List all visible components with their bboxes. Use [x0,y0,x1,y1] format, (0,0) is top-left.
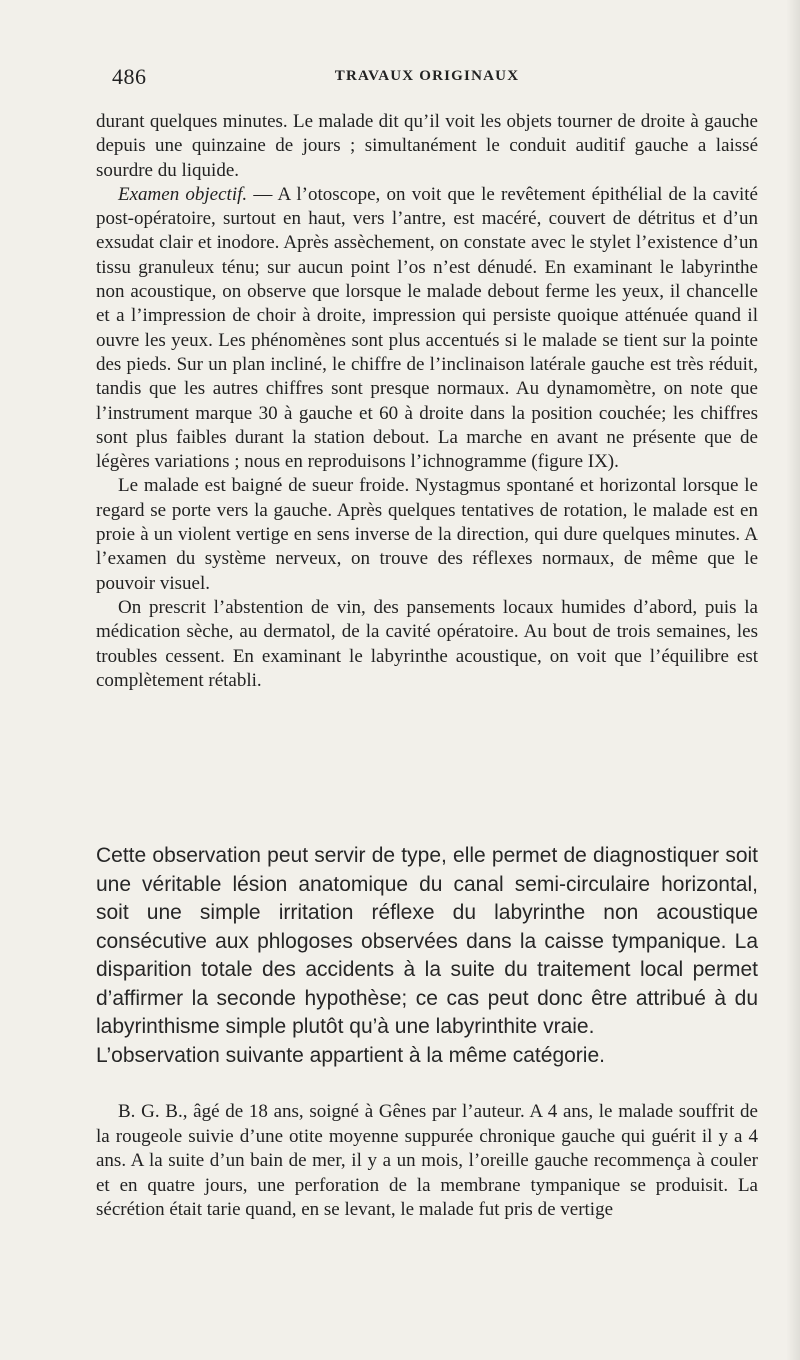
commentary-text [96,842,758,1070]
page-edge-shadow [786,0,800,1360]
paragraph-treatment: On prescrit l’abstention de vin, des pansements locaux humides d’abord, puis la médication sèche, au dermatol, de la cavité opératoire. Au bout de trois semaines, les troubles cessent. En examinant le labyrinthe acoustique, on voit que l’équilibre est complètement rétabli. [96,596,758,691]
case-report-text [96,110,758,693]
paragraph-text: — A l’otoscope, on voit que le revêtement épithélial de la cavité post-opératoire, surtout en haut, vers l’antre, est macéré, couvert de détritus et d’un exsudat clair et inodore. Après assèchement, on constate avec le stylet l’existence d’un tissu granuleux ténu; sur aucun point l’os n’est dénudé. En examinant le labyrinthe non acoustique, on observe que lorsque le malade debout ferme les yeux, il chancelle et a l’impression de choir à droite, impression qui persiste quoique atténuée quand il ouvre les yeux. Les phénomènes sont plus accentués si le malade se tient sur la pointe des pieds. Sur un plan incliné, le chiffre de l’inclinaison latérale gauche est très réduit, tandis que les autres chiffres sont presque normaux. Au dynamomètre, on note que l’instrument marque 30 à gauche et 60 à droite dans la position couchée; les chiffres sont plus faibles durant la station debout. La marche en avant ne présente que de légères variations ; nous en reproduisons l’ichnogramme (figure IX). [96,183,758,473]
section-label: Examen objectif. [118,183,248,205]
paragraph-symptoms: Le malade est baigné de sueur froide. Nystagmus spontané et horizontal lorsque le regard se porte vers la gauche. Après quelques tentatives de rotation, le malade est en proie à un violent vertige en sens inverse de la direction, qui dure quelques minutes. A l’examen du système nerveux, on trouve des réflexes normaux, de même que le pouvoir visuel. [96,475,758,594]
next-case-text [96,1100,758,1223]
paragraph-continuation: durant quelques minutes. Le malade dit qu’il voit les objets tourner de droite à gauche depuis une quinzaine de jours ; simultanément le conduit auditif gauche a laissé sourdre du liquide. [96,111,758,181]
paragraph-transition: L’observation suivante appartient à la même catégorie. [96,1043,605,1067]
page-number: 486 [112,64,147,89]
paragraph-objective-exam [96,183,758,475]
paragraph-commentary: Cette observation peut servir de type, elle permet de diagnostiquer soit une véritable lésion anatomique du canal semi-circulaire horizontal, soit une simple irritation réflexe du labyrinthe non acoustique consécutive aux phlogoses observées dans la caisse tympanique. La disparition totale des accidents à la suite du traitement local permet d’affirmer la seconde hypothèse; ce cas peut donc être attribué à du labyrinthisme simple plutôt qu’à une labyrinthite vraie. [96,844,758,1038]
paragraph-next-case: B. G. B., âgé de 18 ans, soigné à Gênes par l’auteur. A 4 ans, le malade souffrit de la rougeole suivie d’une otite moyenne suppurée chronique gauche qui guérit il y a 4 ans. A la suite d’un bain de mer, il y a un mois, l’oreille gauche recommença à couler et en quatre jours, une perforation de la membrane tympanique se produisit. La sécrétion était tarie quand, en se levant, le malade fut pris de vertige [96,1101,758,1220]
running-title: TRAVAUX ORIGINAUX [334,68,520,84]
page-header [96,64,758,94]
